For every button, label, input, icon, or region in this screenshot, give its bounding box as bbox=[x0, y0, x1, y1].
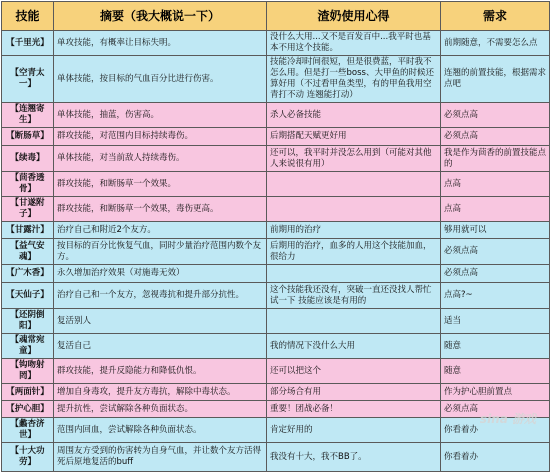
tips-cell: 重要！团战必备！ bbox=[267, 401, 441, 418]
skill-cell: 【益气安魂】 bbox=[2, 239, 54, 265]
skill-cell: 【还阴倒阳】 bbox=[2, 309, 54, 334]
tips-cell: 肯定好用的 bbox=[267, 418, 441, 443]
need-cell: 必须点高 bbox=[441, 265, 550, 283]
tips-cell: 后期用的治疗，血多的人用这个技能加血，很给力 bbox=[267, 239, 441, 265]
table-row bbox=[2, 418, 550, 443]
summary-cell: 复活别人 bbox=[54, 309, 267, 334]
need-cell: 点高?~ bbox=[441, 283, 550, 309]
table-row bbox=[2, 197, 550, 222]
need-cell: 点高 bbox=[441, 172, 550, 197]
skill-cell: 【护心胆】 bbox=[2, 401, 54, 418]
tips-cell: 技能冷却时间很短，但是很费蓝，平时我不怎么用。但是打一些boss、大甲鱼的时候还算好用（不过看甲鱼类型，有的甲鱼我用空青打不动 连翘能打动） bbox=[267, 56, 441, 103]
table-row bbox=[2, 401, 550, 418]
summary-cell: 群攻技能，和断肠草一个效果，毒伤更高。 bbox=[54, 197, 267, 222]
table-row bbox=[2, 172, 550, 197]
header-summary: 摘要（我大概说一下） bbox=[54, 2, 267, 31]
tips-cell: 部分场合有用 bbox=[267, 384, 441, 401]
summary-cell: 范围内回血，尝试解除各种负面状态。 bbox=[54, 418, 267, 443]
summary-cell: 永久增加治疗效果（对施毒无效） bbox=[54, 265, 267, 283]
summary-cell: 群攻技能，提升反隐能力和降低仇恨。 bbox=[54, 359, 267, 384]
need-cell: 必须点高 bbox=[441, 239, 550, 265]
skill-cell: 【魂常宛童】 bbox=[2, 334, 54, 359]
summary-cell: 增加自身毒攻，提升友方毒抗，解除中毒状态。 bbox=[54, 384, 267, 401]
table-row bbox=[2, 128, 550, 146]
table-row bbox=[2, 146, 550, 172]
table-row bbox=[2, 222, 550, 239]
table-row bbox=[2, 103, 550, 128]
need-cell: 够用就可以 bbox=[441, 222, 550, 239]
header-row bbox=[2, 2, 550, 31]
skill-cell: 【蠡杏济世】 bbox=[2, 418, 54, 443]
skill-cell: 【钩吻射罔】 bbox=[2, 359, 54, 384]
need-cell: 点高 bbox=[441, 197, 550, 222]
table-row bbox=[2, 239, 550, 265]
need-cell: 作为护心胆前置点 bbox=[441, 384, 550, 401]
summary-cell: 单体技能，抽蓝，伤害高。 bbox=[54, 103, 267, 128]
skill-cell: 【茴香透骨】 bbox=[2, 172, 54, 197]
summary-cell: 群攻技能，对范围内目标持续毒伤。 bbox=[54, 128, 267, 146]
need-cell: 你看着办 bbox=[441, 443, 550, 472]
header-need: 需求 bbox=[441, 2, 550, 31]
summary-cell: 治疗自己和附近2个友方。 bbox=[54, 222, 267, 239]
need-cell: 必须点高 bbox=[441, 401, 550, 418]
tips-cell: 还可以把这个 bbox=[267, 359, 441, 384]
need-cell: 随意 bbox=[441, 334, 550, 359]
need-cell: 我是作为茴香的前置技能点的 bbox=[441, 146, 550, 172]
header-tips: 渣奶使用心得 bbox=[267, 2, 441, 31]
tips-cell bbox=[267, 197, 441, 222]
table-row bbox=[2, 443, 550, 472]
table-row bbox=[2, 384, 550, 401]
tips-cell: 没什么大用...又不是百发百中...我平时也基本不用这个技能。 bbox=[267, 31, 441, 56]
skill-cell: 【千里光】 bbox=[2, 31, 54, 56]
tips-cell: 我没有十大，我不BB了。 bbox=[267, 443, 441, 472]
summary-cell: 单攻技能，有概率让目标失明。 bbox=[54, 31, 267, 56]
table-row bbox=[2, 265, 550, 283]
skill-cell: 【甘露汁】 bbox=[2, 222, 54, 239]
watermark-logo: sina 游戏 bbox=[480, 410, 536, 427]
tips-cell: 我的情况下没什么大用 bbox=[267, 334, 441, 359]
skill-cell: 【广木香】 bbox=[2, 265, 54, 283]
summary-cell: 群攻技能，和断肠草一个效果。 bbox=[54, 172, 267, 197]
tips-cell: 杀人必备技能 bbox=[267, 103, 441, 128]
tips-cell bbox=[267, 172, 441, 197]
tips-cell: 还可以，我平时并没怎么用到（可能对其他人来说很有用） bbox=[267, 146, 441, 172]
summary-cell: 单体技能，按目标的气血百分比进行伤害。 bbox=[54, 56, 267, 103]
summary-cell: 提升抗性，尝试解除各种负面状态。 bbox=[54, 401, 267, 418]
table-body bbox=[2, 31, 550, 472]
summary-cell: 治疗自己和一个友方，忽视毒抗和提升部分抗性。 bbox=[54, 283, 267, 309]
summary-cell: 单体技能，对当前敌人持续毒伤。 bbox=[54, 146, 267, 172]
skill-cell: 【甘遂附子】 bbox=[2, 197, 54, 222]
table-row bbox=[2, 359, 550, 384]
tips-cell: 这个技能我还没有，突破一直还没找人帮忙试一下 技能应该是有用的 bbox=[267, 283, 441, 309]
header-skill: 技能 bbox=[2, 2, 54, 31]
need-cell: 必须点高 bbox=[441, 128, 550, 146]
table-row bbox=[2, 283, 550, 309]
need-cell: 必须点高 bbox=[441, 103, 550, 128]
skill-cell: 【续毒】 bbox=[2, 146, 54, 172]
need-cell: 前期随意，不需要怎么点 bbox=[441, 31, 550, 56]
table-row bbox=[2, 31, 550, 56]
skill-cell: 【十大功劳】 bbox=[2, 443, 54, 472]
skills-table bbox=[1, 1, 550, 472]
tips-cell: 前期用的治疗 bbox=[267, 222, 441, 239]
skill-cell: 【连翘寄生】 bbox=[2, 103, 54, 128]
need-cell: 连翘的前置技能，根据需求点吧 bbox=[441, 56, 550, 103]
tips-cell: 后期搭配天赋更好用 bbox=[267, 128, 441, 146]
summary-cell: 周围友方受到的伤害转为自身气血，并让数个友方活得死后原地复活的buff bbox=[54, 443, 267, 472]
skill-cell: 【空青太一】 bbox=[2, 56, 54, 103]
skill-cell: 【断肠草】 bbox=[2, 128, 54, 146]
summary-cell: 复活自己 bbox=[54, 334, 267, 359]
table-row bbox=[2, 309, 550, 334]
tips-cell bbox=[267, 309, 441, 334]
tips-cell bbox=[267, 265, 441, 283]
table-row bbox=[2, 334, 550, 359]
need-cell: 随意 bbox=[441, 359, 550, 384]
skill-cell: 【两面针】 bbox=[2, 384, 54, 401]
need-cell: 你看着办 bbox=[441, 418, 550, 443]
skill-cell: 【天仙子】 bbox=[2, 283, 54, 309]
summary-cell: 按目标的百分比恢复气血，同时少量治疗范围内数个友方。 bbox=[54, 239, 267, 265]
need-cell: 适当 bbox=[441, 309, 550, 334]
table-row bbox=[2, 56, 550, 103]
